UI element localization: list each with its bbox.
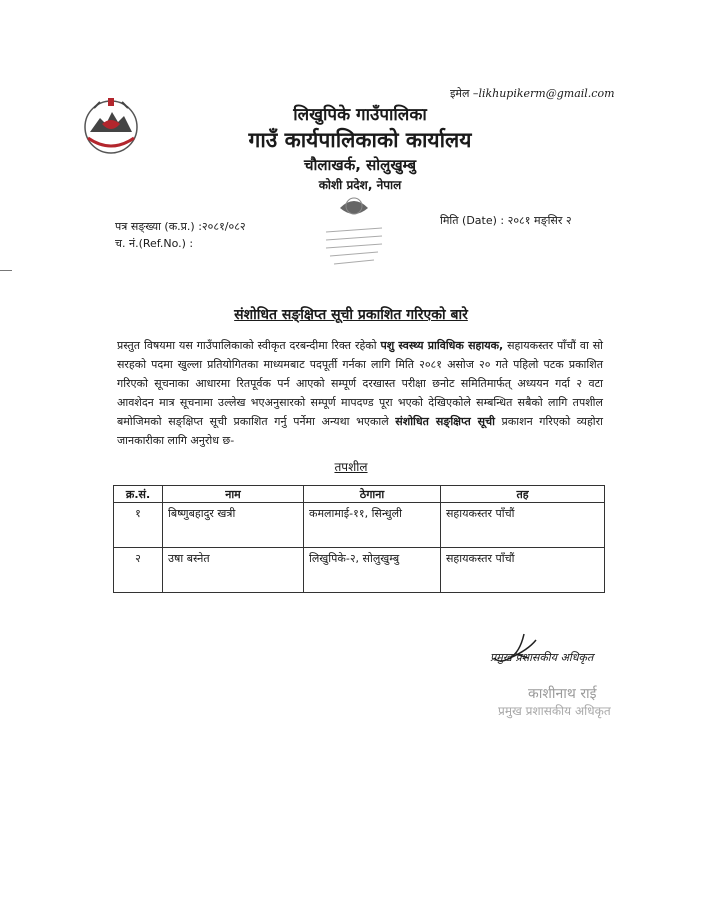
cell-level: सहायकस्तर पाँचौं xyxy=(441,548,605,593)
details-heading xyxy=(0,458,702,475)
body-part-3: प्रकाशन गरिएको व्यहोरा जानकारीका लागि अनुरोध छ- xyxy=(117,415,603,447)
stamp-name: काशीनाथ राई xyxy=(528,686,597,702)
office-header xyxy=(150,104,570,194)
office-seal-icon xyxy=(320,192,388,270)
letter-date: मिति (Date) : २०८१ मङ्सिर २ xyxy=(440,214,572,227)
email-line xyxy=(450,86,615,101)
stamp-designation: प्रमुख प्रशासकीय अधिकृत xyxy=(498,704,611,718)
municipality-name: लिखुपिके गाउँपालिका xyxy=(293,105,427,125)
cell-serial: २ xyxy=(114,548,163,593)
details-heading-text: तपशील xyxy=(334,460,368,474)
office-name: गाउँ कार्यपालिकाको कार्यालय xyxy=(248,128,472,152)
subject-line xyxy=(0,305,702,324)
cell-address: कमलामाई-११, सिन्धुली xyxy=(304,503,441,548)
letter-number: पत्र सङ्ख्या (क.प्र.) :२०८१/०८२ xyxy=(115,220,246,233)
reference-number: च. नं.(Ref.No.) : xyxy=(115,237,194,250)
shortlist-table xyxy=(113,485,605,593)
email-value: likhupikerm@gmail.com xyxy=(478,87,615,100)
table-row xyxy=(114,548,605,593)
cell-serial: १ xyxy=(114,503,163,548)
nepal-emblem-icon xyxy=(80,94,142,156)
col-serial: क्र.सं. xyxy=(114,486,163,503)
cell-name: उषा बस्नेत xyxy=(163,548,304,593)
col-name: नाम xyxy=(163,486,304,503)
revised-list-term: संशोधित सङ्क्षिप्त सूची xyxy=(395,415,495,428)
office-address: चौलाखर्क, सोलुखुम्बु xyxy=(303,156,417,174)
body-part-2: सहायकस्तर पाँचौं वा सो सरहको पदमा खुल्ला प्रतियोगितका माध्यमबाट पदपूर्ती गर्नका लागि मिति २०८१ असोज २० गते पहिलो पटक प्रकाशित गरिएको सूचनाका आधारमा रितपूर्वक पर्न आएको सम्पूर्ण दरखास्त परीक्षा छनोट समितिमार्फत् अध्ययन गर्दा २ वटा आवशेदन मात्र सूचनामा उल्लेख भएअनुसारको सम्पूर्ण मापदण्ड पूरा भएको देखिएकोले सम्बन्धित सबैको लागि तपशील बमोजिमको सङ्क्षिप्त सूची प्रकाशित गर्नु पर्नेमा अन्यथा भएकाले xyxy=(117,339,603,428)
margin-mark xyxy=(0,270,12,271)
email-label: इमेल – xyxy=(450,87,479,100)
subject-text: संशोधित सङ्क्षिप्त सूची प्रकाशित गरिएको बारे xyxy=(234,307,468,323)
table-header-row xyxy=(114,486,605,503)
body-paragraph xyxy=(117,336,603,450)
cell-address: लिखुपिके-२, सोलुखुम्बु xyxy=(304,548,441,593)
cell-level: सहायकस्तर पाँचौं xyxy=(441,503,605,548)
office-province: कोशी प्रदेश, नेपाल xyxy=(318,178,402,192)
col-address: ठेगाना xyxy=(304,486,441,503)
body-part-1: प्रस्तुत विषयमा यस गाउँपालिकाको स्वीकृत दरबन्दीमा रिक्त रहेको xyxy=(117,339,381,352)
col-level: तह xyxy=(441,486,605,503)
signatory-title: प्रमुख प्रशासकीय अधिकृत xyxy=(490,651,594,664)
cell-name: बिष्णुबहादुर खत्री xyxy=(163,503,304,548)
letter-meta xyxy=(115,218,246,252)
table-row xyxy=(114,503,605,548)
post-name: पशु स्वस्थ्य प्राविधिक सहायक, xyxy=(380,339,504,352)
